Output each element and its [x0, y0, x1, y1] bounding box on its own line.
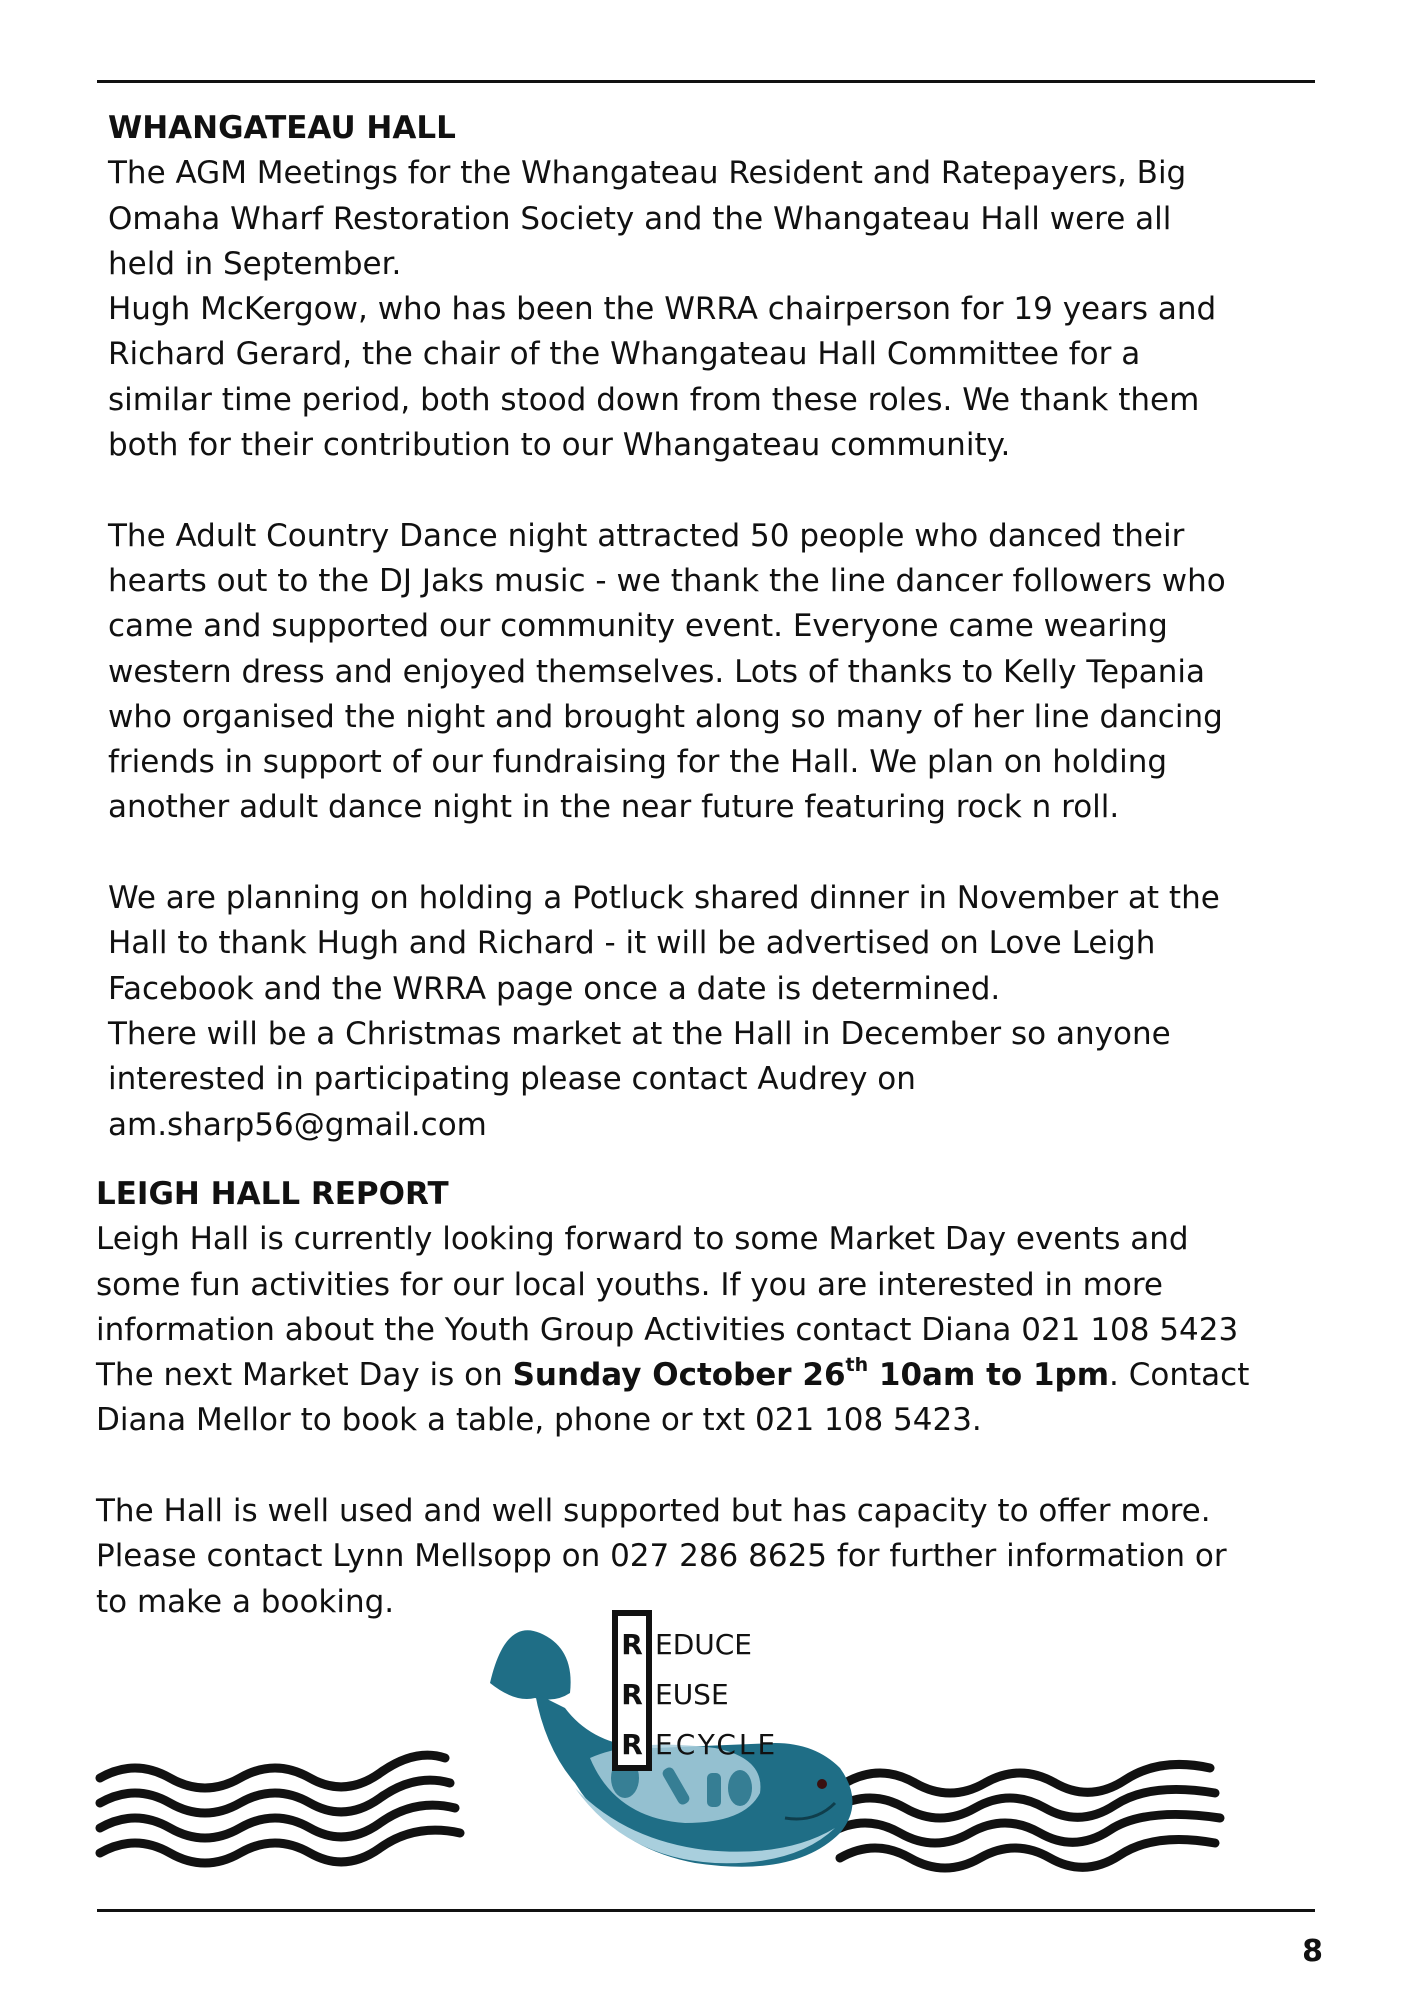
market-day-line — [96, 1353, 1336, 1398]
market-date: Sunday October 26 — [512, 1357, 846, 1394]
whangateau-line: another adult dance night in the near future featuring rock n roll. — [108, 789, 1120, 826]
recycle-label: ECYCLE — [655, 1728, 779, 1761]
whangateau-line: interested in participating please contact Audrey on — [108, 1061, 916, 1098]
leigh-hall-section — [96, 1172, 1336, 1625]
whangateau-line: came and supported our community event. Everyone came wearing — [108, 608, 1168, 645]
leigh-line: Diana Mellor to book a table, phone or txt 021 108 5423. — [96, 1402, 982, 1439]
recycle-sign — [615, 1613, 778, 1768]
whangateau-body — [108, 151, 1348, 1148]
whangateau-line: friends in support of our fundraising for the Hall. We plan on holding — [108, 744, 1168, 781]
whangateau-line: Omaha Wharf Restoration Society and the Whangateau Hall were all — [108, 200, 1172, 237]
leigh-line: information about the Youth Group Activities contact Diana 021 108 5423 — [96, 1311, 1239, 1348]
paragraph-break — [108, 468, 1348, 513]
whangateau-line: similar time period, both stood down from these roles. We thank them — [108, 381, 1200, 418]
market-suffix: . Contact — [1109, 1357, 1250, 1394]
leigh-heading: LEIGH HALL REPORT — [96, 1176, 449, 1212]
whangateau-line: The AGM Meetings for the Whangateau Resident and Ratepayers, Big — [108, 155, 1187, 192]
whangateau-line: Facebook and the WRRA page once a date is determined. — [108, 970, 1001, 1007]
left-waves — [100, 1755, 460, 1863]
whangateau-line: am.sharp56@gmail.com — [108, 1106, 487, 1143]
whangateau-line: Hall to thank Hugh and Richard - it will be advertised on Love Leigh — [108, 925, 1156, 962]
paragraph-break — [108, 831, 1348, 876]
whangateau-line: Richard Gerard, the chair of the Whangateau Hall Committee for a — [108, 336, 1141, 373]
svg-text:R: R — [621, 1678, 643, 1711]
whangateau-hall-section — [108, 106, 1348, 1148]
leigh-body-rest — [96, 1398, 1336, 1624]
leigh-line: Leigh Hall is currently looking forward to some Market Day events and — [96, 1221, 1189, 1258]
whangateau-line: We are planning on holding a Potluck shared dinner in November at the — [108, 880, 1220, 917]
whangateau-line: There will be a Christmas market at the Hall in December so anyone — [108, 1015, 1171, 1052]
paragraph-break — [96, 1444, 1336, 1489]
leigh-line: The Hall is well used and well supported but has capacity to offer more. — [96, 1493, 1211, 1530]
whangateau-line: Hugh McKergow, who has been the WRRA chairperson for 19 years and — [108, 291, 1217, 328]
top-rule — [97, 80, 1315, 83]
leigh-line: some fun activities for our local youths. If you are interested in more — [96, 1266, 1163, 1303]
whangateau-line: The Adult Country Dance night attracted 50 people who danced their — [108, 517, 1185, 554]
right-waves — [830, 1764, 1220, 1868]
whangateau-line: both for their contribution to our Whangateau community. — [108, 427, 1011, 464]
svg-text:R: R — [621, 1628, 643, 1661]
reduce-label: EDUCE — [655, 1628, 752, 1661]
bottom-rule — [97, 1909, 1315, 1912]
market-date-suffix: th — [845, 1354, 869, 1377]
page-number: 8 — [1302, 1934, 1323, 1969]
whangateau-line: western dress and enjoyed themselves. Lots of thanks to Kelly Tepania — [108, 653, 1206, 690]
whangateau-line: who organised the night and brought along so many of her line dancing — [108, 698, 1223, 735]
whangateau-line: held in September. — [108, 245, 402, 282]
whangateau-line: hearts out to the DJ Jaks music - we thank the line dancer followers who — [108, 562, 1226, 599]
whangateau-heading: WHANGATEAU HALL — [108, 110, 456, 146]
leigh-line: to make a booking. — [96, 1583, 395, 1620]
reuse-label: EUSE — [655, 1678, 729, 1711]
market-time: 10am to 1pm — [868, 1357, 1110, 1394]
market-prefix: The next Market Day is on — [96, 1357, 513, 1394]
reduce-reuse-recycle-illustration — [95, 1608, 1315, 1908]
leigh-line: Please contact Lynn Mellsopp on 027 286 8625 for further information or — [96, 1538, 1227, 1575]
leigh-body-intro — [96, 1217, 1336, 1353]
svg-text:R: R — [621, 1728, 643, 1761]
